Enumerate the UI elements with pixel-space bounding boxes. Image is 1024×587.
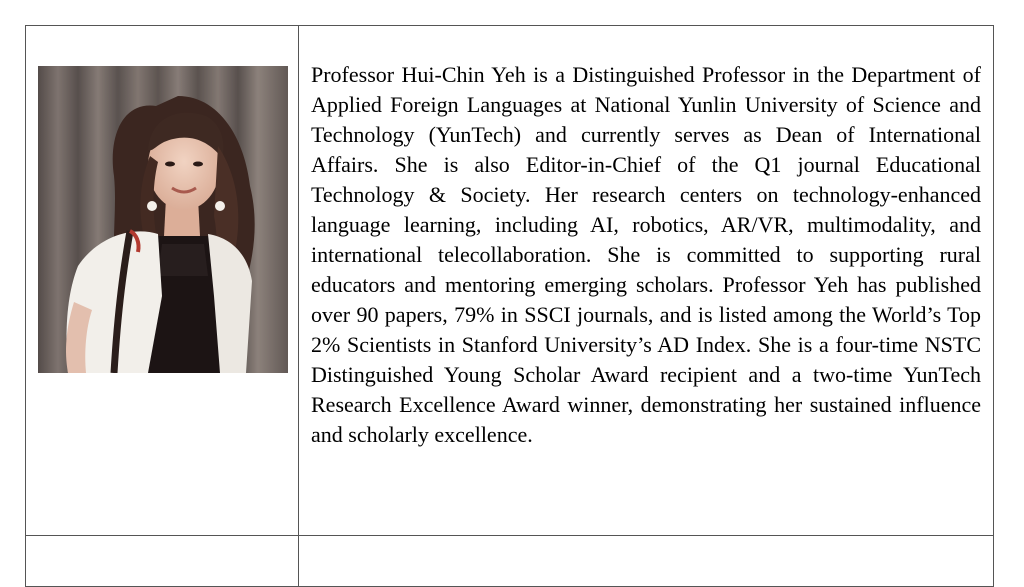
bio-paragraph: Professor Hui-Chin Yeh is a Distinguished Professor in the Department of Applied Foreign Languages at National Yunlin University of Science and Technology (YunTech) and currently serves as Dean of International Affairs. She is also Editor-in-Chief of the Q1 journal Educational Technology & Society. Her research centers on technology-enhanced language learning, including AI, robotics, AR/VR, multimodality, and international telecollaboration. She is committed to supporting rural educators and mentoring emerging scholars. Professor Yeh has published over 90 papers, 79% in SSCI journals, and is listed among the World’s Top 2% Scientists in Stanford University’s AD Index. She is a four-time NSTC Distinguished Young Scholar Award recipient and a two-time YunTech Research Excellence Award winner, demonstrating her sustained influence and scholarly excellence. — [311, 62, 981, 447]
portrait-illustration — [38, 66, 288, 373]
empty-row — [26, 536, 994, 587]
portrait-photo — [38, 66, 288, 373]
photo-cell — [26, 26, 299, 536]
empty-cell-right — [299, 536, 994, 587]
bio-row — [26, 26, 994, 536]
bio-table — [25, 25, 994, 587]
bio-text-cell — [299, 26, 994, 536]
empty-cell-left — [26, 536, 299, 587]
